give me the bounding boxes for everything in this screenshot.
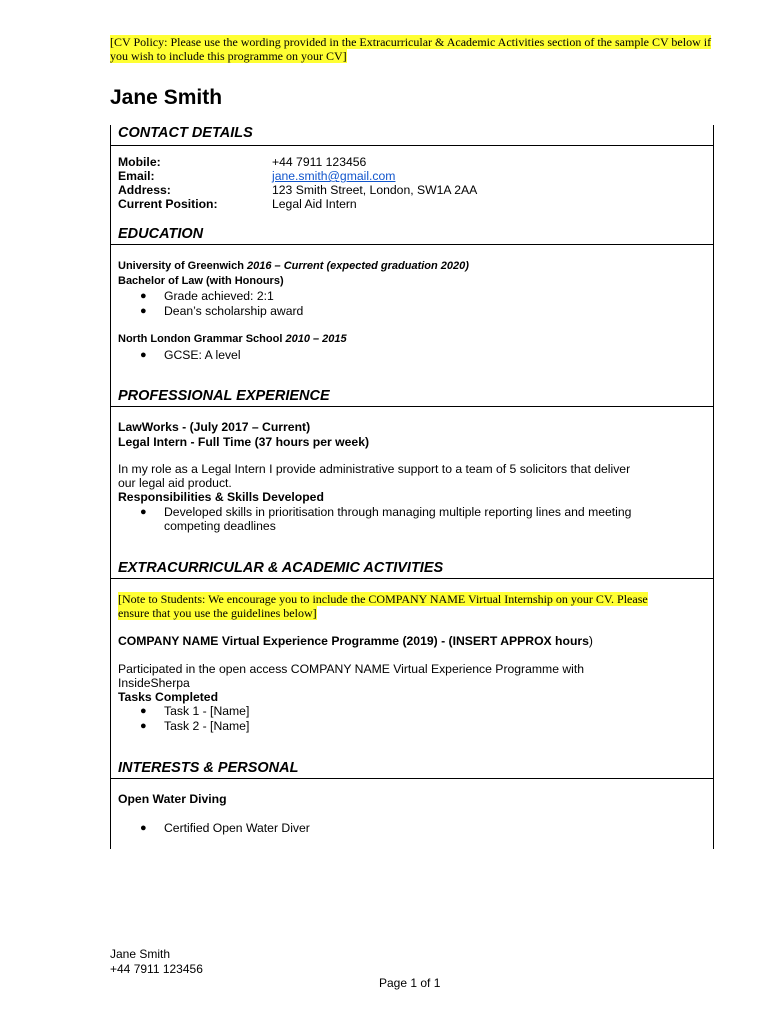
role-title: Legal Intern (118, 435, 188, 449)
programme-title: COMPANY NAME Virtual Experience Programme (2019) - (INSERT APPROX hours) (118, 634, 593, 648)
divider (111, 578, 713, 579)
school-name: North London Grammar School (118, 333, 283, 345)
bullet-icon: ● (140, 822, 147, 834)
tasks-heading: Tasks Completed (118, 690, 219, 704)
contact-heading: CONTACT DETAILS (118, 125, 253, 141)
cv-table (110, 125, 714, 849)
role-detail: - Full Time (37 hours per week) (187, 435, 370, 449)
divider (111, 778, 713, 779)
footer-phone: +44 7911 123456 (110, 962, 203, 976)
responsibilities-heading: Responsibilities & Skills Developed (118, 490, 324, 504)
experience-bullet: Developed skills in prioritisation through managing multiple reporting lines and meeting (164, 505, 632, 519)
university-line (118, 259, 469, 273)
bullet-icon: ● (140, 506, 147, 518)
interests-heading: INTERESTS & PERSONAL (118, 760, 299, 776)
experience-heading: PROFESSIONAL EXPERIENCE (118, 388, 330, 404)
education-heading: EDUCATION (118, 226, 204, 242)
interest-bullet: Certified Open Water Diver (164, 821, 310, 835)
email-label: Email: (118, 169, 155, 183)
experience-desc: our legal aid product. (118, 476, 232, 490)
education-bullet: Dean’s scholarship award (164, 304, 304, 318)
divider (111, 145, 713, 146)
task-item: Task 1 - [Name] (164, 704, 250, 718)
student-note: ensure that you use the guidelines below] (118, 606, 317, 620)
employer-dates: - (July 2017 – Current) (178, 420, 311, 434)
extracurricular-heading: EXTRACURRICULAR & ACADEMIC ACTIVITIES (118, 560, 444, 576)
experience-desc: In my role as a Legal Intern I provide administrative support to a team of 5 solicitors that deliver (118, 462, 631, 476)
programme-desc: InsideSherpa (118, 676, 190, 690)
degree: Bachelor of Law (with Honours) (118, 275, 284, 287)
divider (111, 244, 713, 245)
university-name: University of Greenwich (118, 260, 244, 272)
policy-note: [CV Policy: Please use the wording provided in the Extracurricular & Academic Activities section of the sample CV below if you wish to include this programme on your CV] (110, 35, 712, 63)
candidate-name: Jane Smith (110, 86, 223, 109)
bullet-icon: ● (140, 705, 147, 717)
page-number: Page 1 of 1 (379, 976, 441, 990)
experience-bullet: competing deadlines (164, 519, 276, 533)
bullet-icon: ● (140, 305, 147, 317)
role-line (118, 435, 369, 449)
bullet-icon: ● (140, 290, 147, 302)
mobile-label: Mobile: (118, 155, 161, 169)
education-bullet: Grade achieved: 2:1 (164, 289, 274, 303)
position-value: Legal Aid Intern (272, 197, 357, 211)
bullet-icon: ● (140, 349, 147, 361)
student-note: [Note to Students: We encourage you to include the COMPANY NAME Virtual Internship on your CV. Please (118, 592, 648, 606)
address-value: 123 Smith Street, London, SW1A 2AA (272, 183, 478, 197)
bullet-icon: ● (140, 720, 147, 732)
position-label: Current Position: (118, 197, 218, 211)
email-link[interactable]: jane.smith@gmail.com (272, 169, 396, 183)
mobile-value: +44 7911 123456 (272, 155, 367, 169)
interest-title: Open Water Diving (118, 792, 227, 806)
employer-line (118, 420, 310, 434)
programme-desc: Participated in the open access COMPANY NAME Virtual Experience Programme with (118, 662, 585, 676)
university-dates: 2016 – Current (expected graduation 2020) (247, 260, 469, 272)
school-dates: 2010 – 2015 (285, 333, 347, 345)
employer-name: LawWorks (118, 420, 179, 434)
school-bullet: GCSE: A level (164, 348, 241, 362)
school-line (118, 332, 347, 346)
address-label: Address: (118, 183, 171, 197)
task-item: Task 2 - [Name] (164, 719, 250, 733)
divider (111, 406, 713, 407)
footer-name: Jane Smith (110, 947, 171, 961)
